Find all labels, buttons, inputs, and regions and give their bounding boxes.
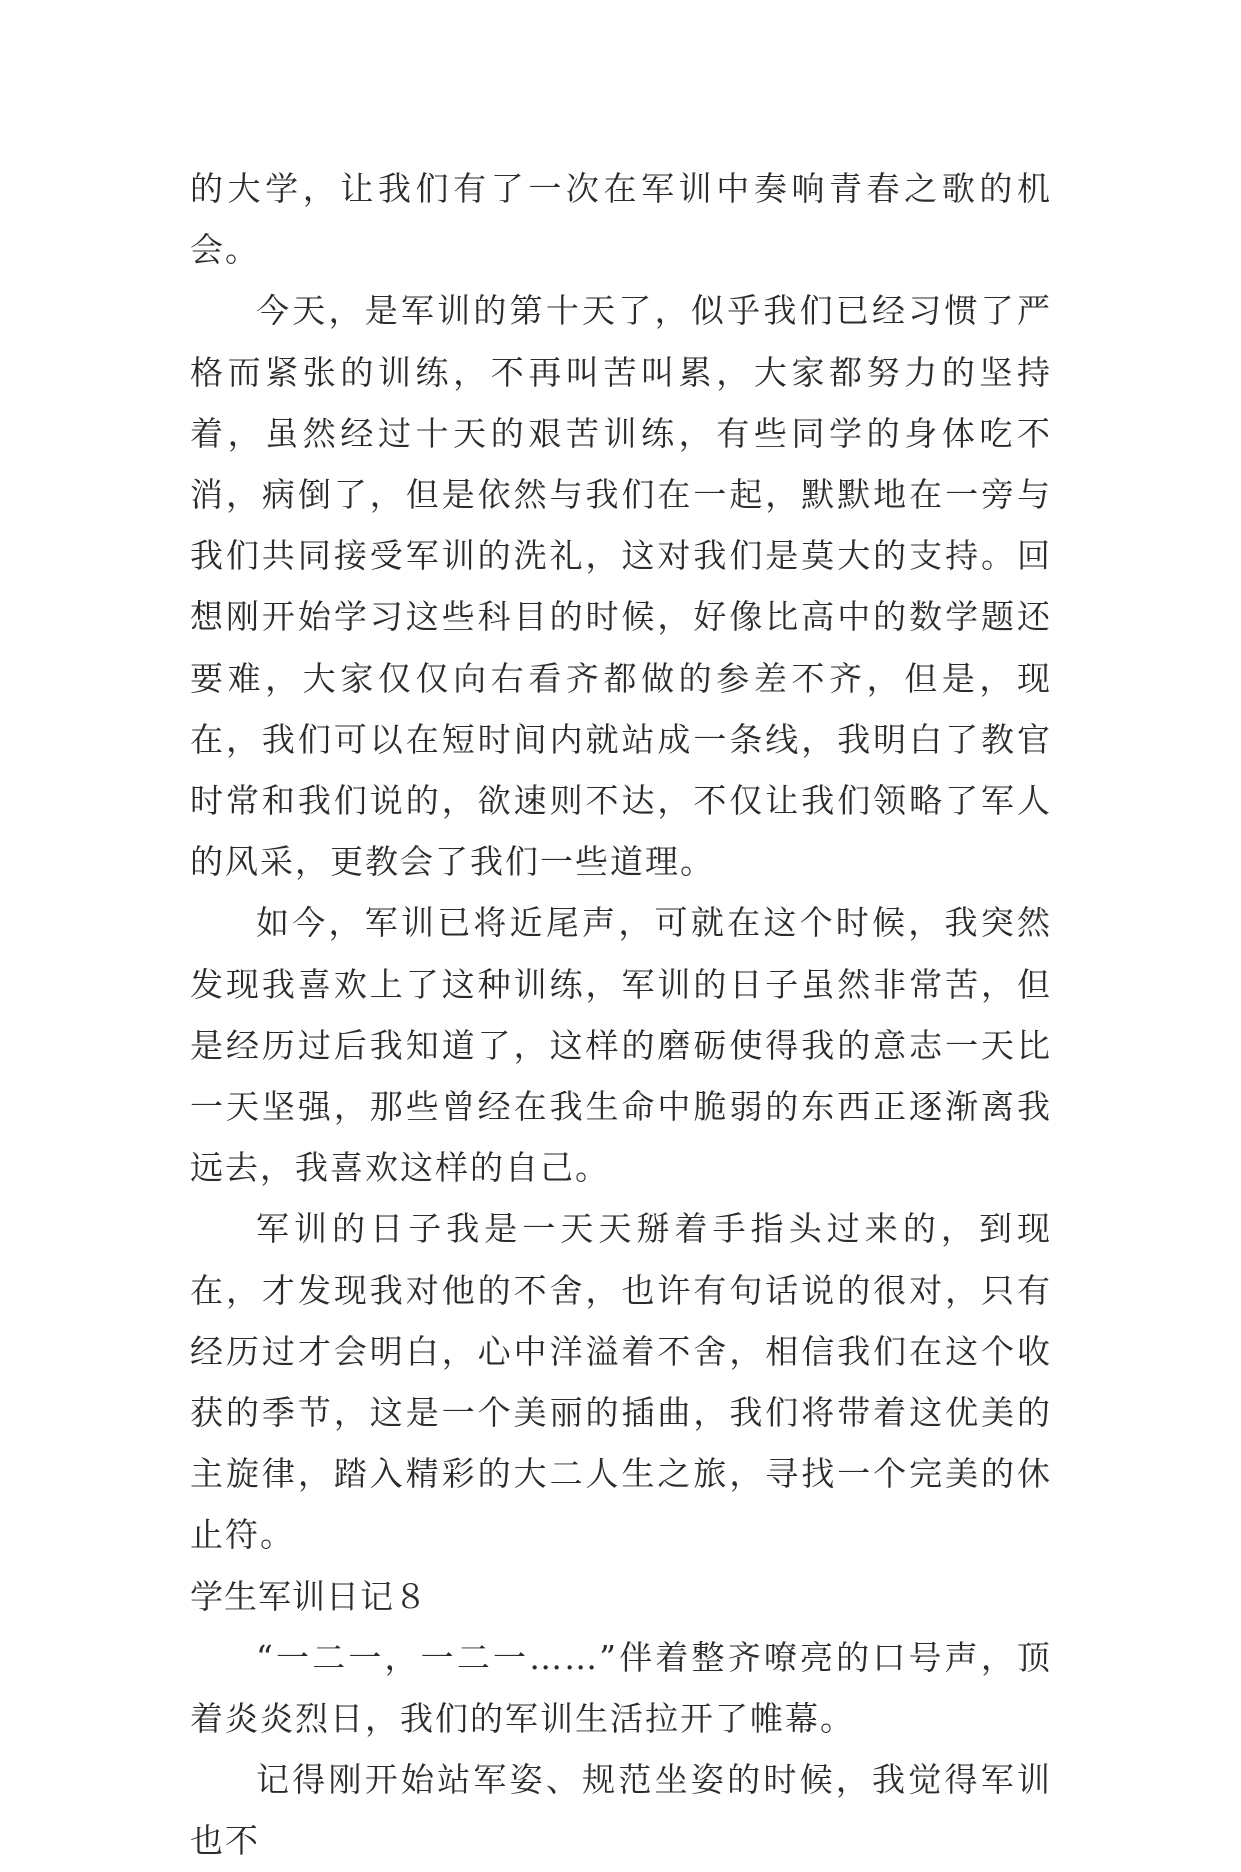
paragraph-remember: 记得刚开始站军姿、规范坐姿的时候，我觉得军训也不 (190, 1760, 1052, 1861)
paragraph-continued: 的大学，让我们有了一次在军训中奏响青春之歌的机会。 (190, 169, 1052, 270)
section-title: 学生军训日记８ (190, 1576, 428, 1616)
paragraph-near-end: 如今，军训已将近尾声，可就在这个时候，我突然发现我喜欢上了这种训练，军训的日子虽然非常苦，但是经历过后我知道了，这样的磨砺使得我的意志一天比一天坚强，那些曾经在我生命中脆弱的东西正逐渐离我远去，我喜欢这样的自己。 (190, 903, 1052, 1188)
paragraph-slogan: “一二一，一二一……”伴着整齐嘹亮的口号声，顶着炎炎烈日，我们的军训生活拉开了帷幕。 (190, 1637, 1052, 1739)
paragraph-counting-days: 军训的日子我是一天天掰着手指头过来的，到现在，才发现我对他的不舍，也许有句话说的很对，只有经历过才会明白，心中洋溢着不舍，相信我们在这个收获的季节，这是一个美丽的插曲，我们将带着这优美的主旋律，踏入精彩的大二人生之旅，寻找一个完美的休止符。 (190, 1209, 1052, 1555)
paragraph-day-ten: 今天，是军训的第十天了，似乎我们已经习惯了严格而紧张的训练，不再叫苦叫累，大家都努力的坚持着，虽然经过十天的艰苦训练，有些同学的身体吃不消，病倒了，但是依然与我们在一起，默默地在一旁与我们共同接受军训的洗礼，这对我们是莫大的支持。回想刚开始学习这些科目的时候，好像比高中的数学题还要难，大家仅仅向右看齐都做的参差不齐，但是，现在，我们可以在短时间内就站成一条线，我明白了教官时常和我们说的，欲速则不达，不仅让我们领略了军人的风采，更教会了我们一些道理。 (190, 291, 1052, 882)
document-body (190, 158, 1052, 1872)
